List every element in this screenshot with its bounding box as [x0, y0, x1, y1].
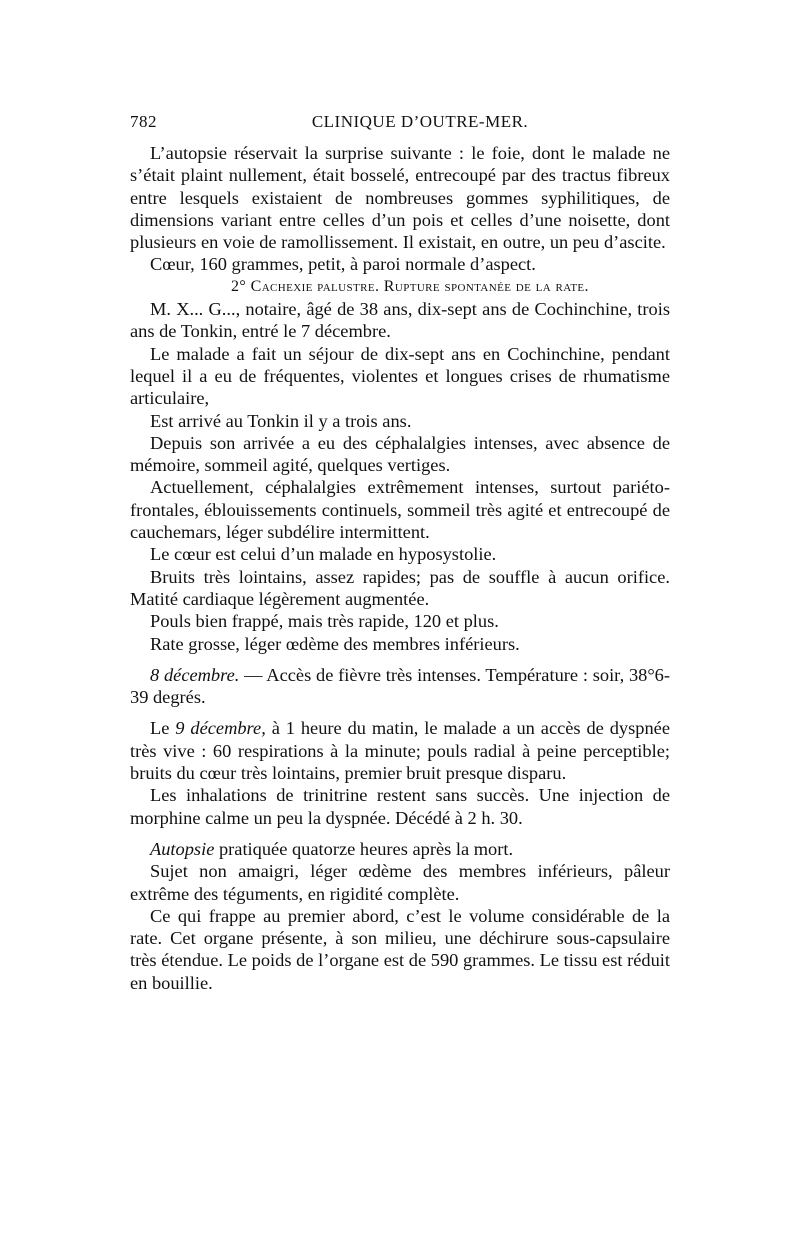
autopsy-text: pratiquée quatorze heures après la mort. [214, 838, 514, 859]
paragraph-dec8 [130, 664, 670, 709]
running-head [130, 112, 670, 142]
section-heading [130, 276, 670, 298]
running-title: CLINIQUE D’OUTRE-MER. [311, 112, 529, 131]
dec8-text: — Accès de fièvre très intenses. Température : soir, 38°6-39 degrés. [130, 664, 671, 708]
paragraph-autopsy [130, 838, 670, 860]
paragraph-arrival: Est arrivé au Tonkin il y a trois ans. [150, 410, 412, 431]
paragraph-current: Actuellement, céphalalgies extrêmement intenses, surtout pariéto-frontales, éblouissements continuels, sommeil très agité et entrecoupé de cauchemars, léger subdélire intermittent. [130, 477, 670, 543]
paragraph-symptoms: Depuis son arrivée a eu des céphalalgies intenses, avec absence de mémoire, sommeil agité, quelques vertiges. [130, 432, 670, 476]
paragraph-body-state: Sujet non amaigri, léger œdème des membres inférieurs, pâleur extrême des téguments, en rigidité complète. [130, 861, 670, 904]
section-number: 2° [231, 277, 247, 295]
paragraph-liver-autopsy: L’autopsie réservait la surprise suivante : le foie, dont le malade ne s’était plaint nullement, était bosselé, entrecoupé par des tractus fibreux entre lesquels existaient de nombreuses gommes syphilitiques, de dimensions variant entre celles d’un pois et celles d’une noisette, dont plusieurs en voie de ramollissement. Il existait, en outre, un peu d’ascite. [130, 143, 670, 253]
page-number: 782 [130, 112, 157, 131]
paragraph-treatment: Les inhalations de trinitrine restent sans succès. Une injection de morphine calme un peu la dyspnée. Décédé à 2 h. 30. [130, 785, 670, 828]
paragraph-pulse: Pouls bien frappé, mais très rapide, 120 et plus. [150, 611, 499, 632]
book-page [130, 112, 670, 994]
paragraph-spleen: Rate grosse, léger œdème des membres inférieurs. [150, 633, 520, 654]
dec9-text: à 1 heure du matin, le malade a un accès de dyspnée très vive : 60 respirations à la minute; pouls radial à peine perceptible; bruits du cœur très lointains, premier bruit presque disparu. [130, 718, 671, 784]
paragraph-sounds: Bruits très lointains, assez rapides; pas de souffle à aucun orifice. Matité cardiaque légèrement augmentée. [130, 566, 670, 609]
paragraph-heart-state: Le cœur est celui d’un malade en hyposystolie. [150, 544, 497, 565]
dec9-lead: Le [150, 718, 176, 739]
section-title: Cachexie palustre. Rupture spontanée de la rate. [250, 277, 589, 295]
paragraph-history: Le malade a fait un séjour de dix-sept ans en Cochinchine, pendant lequel il a eu de fréquentes, violentes et longues crises de rhumatisme articulaire, [130, 343, 670, 409]
date-dec8: 8 décembre. [150, 664, 240, 685]
date-dec9: 9 décembre, [175, 718, 266, 739]
body-text [130, 142, 670, 994]
paragraph-heart: Cœur, 160 grammes, petit, à paroi normale d’aspect. [150, 254, 536, 275]
paragraph-patient: M. X... G..., notaire, âgé de 38 ans, dix-sept ans de Cochinchine, trois ans de Tonkin, entré le 7 décembre. [130, 299, 670, 342]
paragraph-dec9 [130, 717, 670, 784]
paragraph-spleen-rupture: Ce qui frappe au premier abord, c’est le volume considérable de la rate. Cet organe présente, à son milieu, une déchirure sous-capsulaire très étendue. Le poids de l’organe est de 590 grammes. Le tissu est réduit en bouillie. [130, 905, 670, 993]
autopsy-label: Autopsie [150, 838, 215, 859]
